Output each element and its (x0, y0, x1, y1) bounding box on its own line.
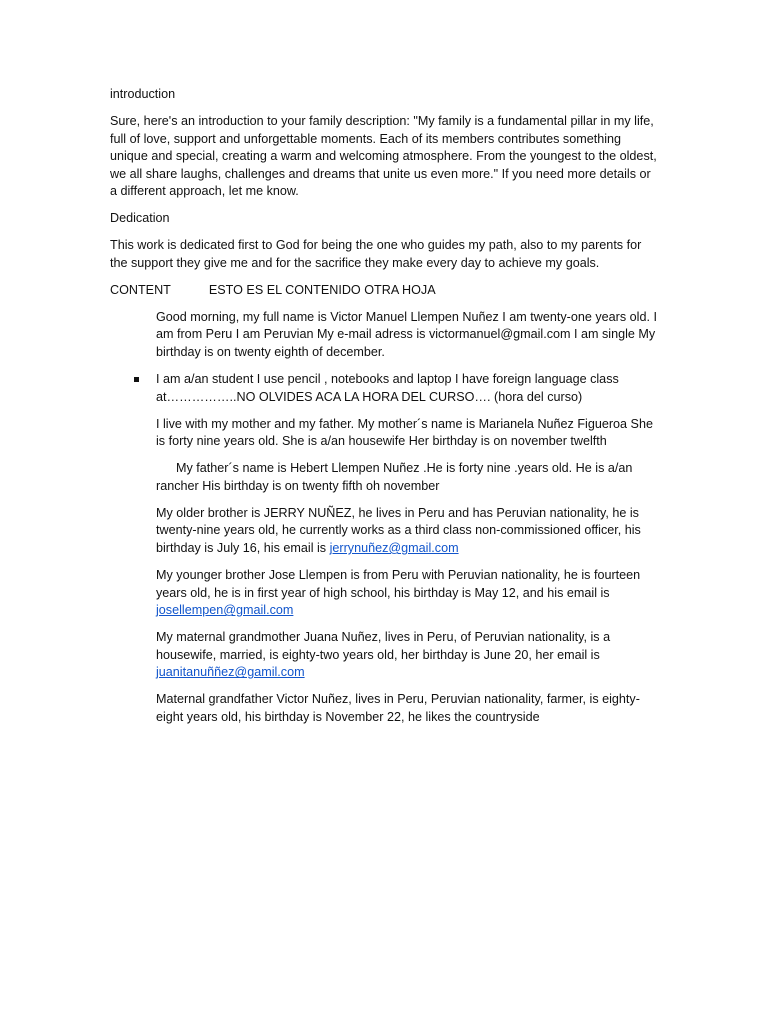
dedication-paragraph: This work is dedicated first to God for being the one who guides my path, also to my parents for the support they give me and for the sacrifice they make every day to achieve my goals. (110, 238, 642, 270)
younger-brother-paragraph (110, 567, 660, 620)
dedication-heading: Dedication (110, 211, 170, 226)
grandmother-paragraph (110, 629, 660, 682)
document-page (110, 86, 660, 736)
list-item (110, 371, 660, 406)
content-note: ESTO ES EL CONTENIDO OTRA HOJA (208, 282, 436, 297)
mother-paragraph: I live with my mother and my father. My mother´s name is Marianela Nuñez Figueroa She is forty nine years old. She is a/an housewife Her birthday is on november twelfth (156, 416, 653, 449)
list-item-text: I am a/an student I use pencil , notebooks and laptop I have foreign language class at……………..NO OLVIDES ACA LA HORA DEL CURSO…. (hora del curso) (156, 372, 619, 404)
grandmother-text: My maternal grandmother Juana Nuñez, lives in Peru, of Peruvian nationality, is a housewife, married, is eighty-two years old, her birthday is June 20, her email is (156, 630, 611, 662)
father-paragraph: My father´s name is Hebert Llempen Nuñez .He is forty nine .years old. He is a/an rancher His birthday is on twenty fifth oh november (156, 461, 633, 493)
younger-brother-text: My younger brother Jose Llempen is from Peru with Peruvian nationality, he is fourteen years old, he is in first year of high school, his birthday is May 12, and his email is (156, 567, 641, 600)
content-line (110, 282, 660, 300)
older-brother-email-link[interactable]: jerrynuñez@gmail.com (329, 540, 459, 555)
list-item-text: Good morning, my full name is Victor Manuel Llempen Nuñez I am twenty-one years old. I am from Peru I am Peruvian My e-mail adress is victormanuel@gmail.com I am single My birthday is on twenty eighth of december. (156, 309, 657, 360)
introduction-paragraph: Sure, here's an introduction to your family description: "My family is a fundamental pillar in my life, full of love, support and unforgettable moments. Each of its members contributes something unique and special, creating a warm and welcoming atmosphere. From the youngest to the oldest, we all share laughs, challenges and dreams that unite us even more." If you need more details or a different approach, let me know. (110, 113, 657, 199)
list-item (110, 309, 660, 362)
square-bullet-icon (134, 377, 139, 382)
younger-brother-email-link[interactable]: josellempen@gmail.com (156, 603, 294, 618)
grandmother-email-link[interactable]: juanitanuññez@gamil.com (156, 665, 305, 680)
content-label: CONTENT (110, 282, 171, 297)
older-brother-text: My older brother is JERRY NUÑEZ, he lives in Peru and has Peruvian nationality, he is twenty-nine years old, he currently works as a third class non-commissioned officer, his birthday is July 16, his email is (156, 505, 641, 555)
introduction-heading: introduction (110, 87, 176, 101)
grandfather-paragraph: Maternal grandfather Victor Nuñez, lives in Peru, Peruvian nationality, farmer, is eighty-eight years old, his birthday is November 22, he likes the countryside (156, 692, 640, 724)
older-brother-paragraph (110, 505, 660, 558)
